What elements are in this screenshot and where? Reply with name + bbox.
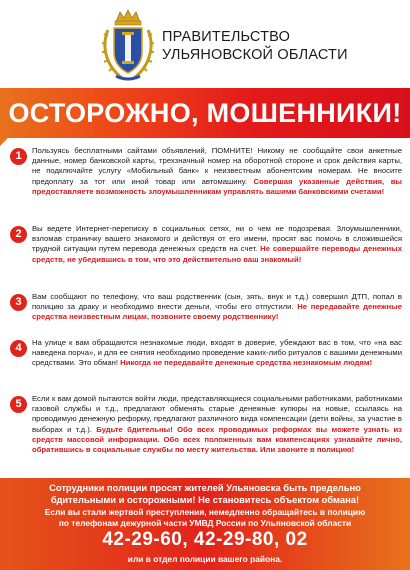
item-warning: Никогда не передавайте денежные средства незнакомым людям! [120, 358, 373, 368]
footer-line-4: по телефонам дежурной части УМВД России по Ульяновской области [58, 518, 352, 528]
item-description: Вы ведете Интернет-переписку в социальных сетях, ни о чем не подозревая. Злоумышленники, взломав страничку вашего знакомого и действуя от его имени, просят вас помочь в сложившейся трудной ситуации путем перевода денежных средств на счет. [32, 224, 402, 254]
item-description: Если к вам домой пытаются войти люди, представляющиеся социальными работниками, работниками газовой службы и т.д., предлагают обменять старые денежные купюры на новые, ссылаясь на проводимую денежную реформу, предлагают различного вида компенсации (дети войны, за участие в выборах и т.д.). [32, 394, 402, 434]
list-item-5 [10, 394, 402, 490]
item-number-badge: 1 [10, 148, 27, 165]
header [0, 0, 410, 88]
footer-line-5: или в отдел полиции вашего района. [127, 554, 283, 564]
organization-title-line1: ПРАВИТЕЛЬСТВО [162, 29, 291, 45]
banner-title: ОСТОРОЖНО, МОШЕННИКИ! [8, 98, 402, 128]
emergency-phones: 42-29-60, 42-29-80, 02 [102, 529, 308, 550]
warnings-list [0, 140, 410, 495]
item-description: Пользуясь бесплатными сайтами объявлений, ПОМНИТЕ! Никому не сообщайте свои анкетные данные, номер банковской карты, трехзначный номер на оборотной стороне и срок действия карты, не подключайте услугу «Мобильный банк» к неизвестным абонентским номерам. Не вносите предоплату за тот или иной товар или автомашину. [32, 146, 402, 186]
organization-title-line2: УЛЬЯНОВСКОЙ ОБЛАСТИ [162, 47, 348, 63]
footer-line-2: бдительными и осторожными! Не становитесь объектом обмана! [50, 494, 360, 505]
list-item-1 [10, 146, 402, 218]
organization-title [162, 28, 348, 64]
item-text [32, 292, 402, 323]
item-text [32, 146, 402, 197]
item-description: Вам сообщают по телефону, что ваш родственник (сын, зять, внук и т.д.) совершил ДТП, попал в полицию за драку и необходимо внести деньги, чтобы его отпустили. [32, 292, 402, 312]
item-description: На улице к вам обращаются незнакомые люди, входят в доверие, убеждают вас в том, что «на вас наведена порча», и для ее снятия необходимо проведение каких-либо ритуалов с вашими денежными средствами. Это обман! [32, 338, 402, 368]
item-number-badge: 3 [10, 294, 27, 311]
item-warning: Не совершайте переводы денежных средств, не убедившись в том, что это действительно ваш знакомый! [32, 244, 402, 264]
item-number-badge: 5 [10, 396, 27, 413]
item-number-badge: 4 [10, 340, 27, 357]
coat-of-arms-icon [100, 8, 156, 82]
list-item-3 [10, 292, 402, 334]
footer-line-3: Если вы стали жертвой преступления, немедленно обращайтесь в полицию [44, 507, 366, 517]
item-text [32, 338, 402, 369]
item-warning: Будьте бдительны! Обо всех проводимых реформах вы можете узнать из средств массовой информации. Обо всех положенных вам компенсациях узнавайте лично, обратившись в социальные службы по месту жительства. Или звоните в полицию! [32, 424, 402, 455]
item-text [32, 394, 402, 455]
list-item-2 [10, 224, 402, 286]
item-text [32, 224, 402, 265]
item-number-badge: 2 [10, 226, 27, 243]
item-warning: Совершая указанные действия, вы предоставляете возможность злоумышленникам управлять вашими банковскими счетами! [32, 176, 402, 196]
list-item-4 [10, 338, 402, 388]
item-warning: Не передавайте денежные средства неизвестным лицам, позвоните своему родственнику! [32, 302, 402, 322]
footer-line-1: Сотрудники полиции просят жителей Ульяновска быть предельно [49, 482, 361, 493]
